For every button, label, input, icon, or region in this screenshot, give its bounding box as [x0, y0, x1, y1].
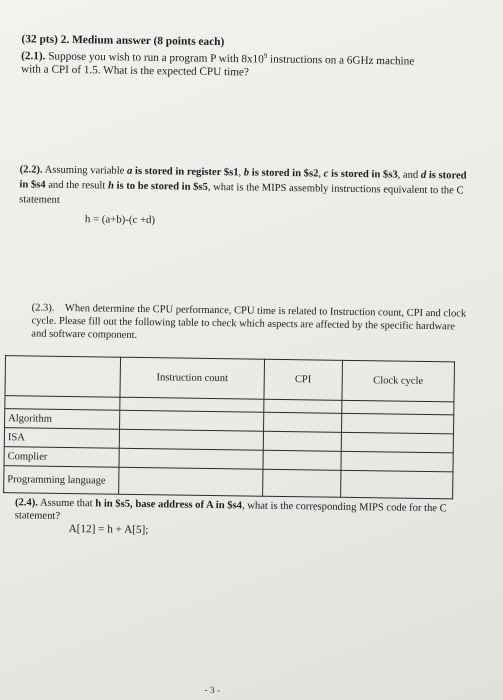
- table-header-cell: Instruction count: [120, 357, 264, 399]
- table-cell: [341, 432, 453, 453]
- page-number: - 3 -: [204, 685, 221, 697]
- table-header-cell: CPI: [264, 359, 343, 400]
- variable-h: h: [107, 180, 114, 192]
- table-cell: [341, 413, 453, 434]
- question-2-2-text: Assuming variable: [42, 164, 128, 177]
- register-s3-text: is stored in $s3: [328, 168, 398, 181]
- variable-b: b: [243, 167, 250, 179]
- question-2-4-text-end: , what is the corresponding MIPS code for the C statement?: [14, 500, 447, 522]
- question-2-4-registers: h in $s5, base address of A in $s4: [95, 498, 243, 512]
- table-cell: [119, 467, 263, 496]
- question-2-1-exponent: 9: [263, 51, 268, 60]
- table-header-cell: Clock cycle: [342, 360, 455, 402]
- table-cell: [341, 451, 453, 472]
- performance-table: [3, 355, 455, 499]
- table-header-cell: [5, 356, 121, 398]
- table-cell: [120, 410, 264, 431]
- row-label: Programming language: [4, 466, 120, 495]
- register-s5-text: is to be stored in $s5: [113, 180, 208, 193]
- question-2-2-text: and the result: [45, 179, 109, 192]
- table-header-row: [5, 356, 455, 402]
- variable-d: d: [420, 169, 427, 181]
- table-cell: [340, 470, 452, 499]
- separator: ,: [318, 168, 324, 180]
- question-2-2-text-end: , what is the MIPS assembly instructions equivalent to the C statement: [19, 181, 464, 206]
- question-2-2-label: (2.2).: [19, 164, 43, 176]
- variable-c: c: [323, 168, 329, 180]
- question-2-1-label: (2.1).: [21, 50, 46, 63]
- question-2-1-text-end: instructions on a 6GHz machine: [267, 53, 415, 68]
- question-2-4-text: Assume that: [37, 497, 96, 510]
- register-s2-text: is stored in $s2: [249, 167, 319, 180]
- question-2-1-text: Suppose you wish to run a program P with 8x10: [45, 50, 264, 66]
- table-cell: [119, 429, 263, 450]
- register-s4-text: is stored in $s4: [19, 169, 467, 191]
- table-cell: [264, 399, 342, 413]
- row-label: ISA: [4, 428, 119, 449]
- separator: ,: [238, 167, 244, 179]
- question-2-3: [31, 301, 472, 346]
- row-label: Algorithm: [5, 409, 120, 430]
- table-cell: [119, 448, 263, 469]
- register-s1-text: is stored in register $s1: [132, 165, 239, 179]
- table-cell: [263, 412, 341, 432]
- question-2-4-c-statement: A[12] = h + A[5];: [68, 523, 149, 537]
- table-row: [4, 466, 453, 499]
- table-cell: [263, 431, 341, 451]
- variable-a: a: [126, 165, 133, 177]
- question-2-3-label: (2.3).: [31, 302, 55, 314]
- question-2-1-line2: with a CPI of 1.5. What is the expected CPU time?: [20, 63, 249, 79]
- section-header: (32 pts) 2. Medium answer (8 points each): [21, 33, 225, 49]
- question-2-4-label: (2.4).: [14, 497, 39, 509]
- separator: , and: [397, 169, 421, 181]
- question-2-2: [19, 162, 475, 213]
- row-label: Complier: [4, 447, 119, 468]
- table-cell: [262, 469, 340, 497]
- question-2-3-text: When determine the CPU performance, CPU time is related to Instruction count, CPI and clock cycle. Please fill out the following table to check which aspects are affected by the specific hardware and software component.: [31, 302, 467, 341]
- question-2-2-c-statement: h = (a+b)-(c +d): [84, 213, 156, 227]
- table-cell: [263, 450, 341, 470]
